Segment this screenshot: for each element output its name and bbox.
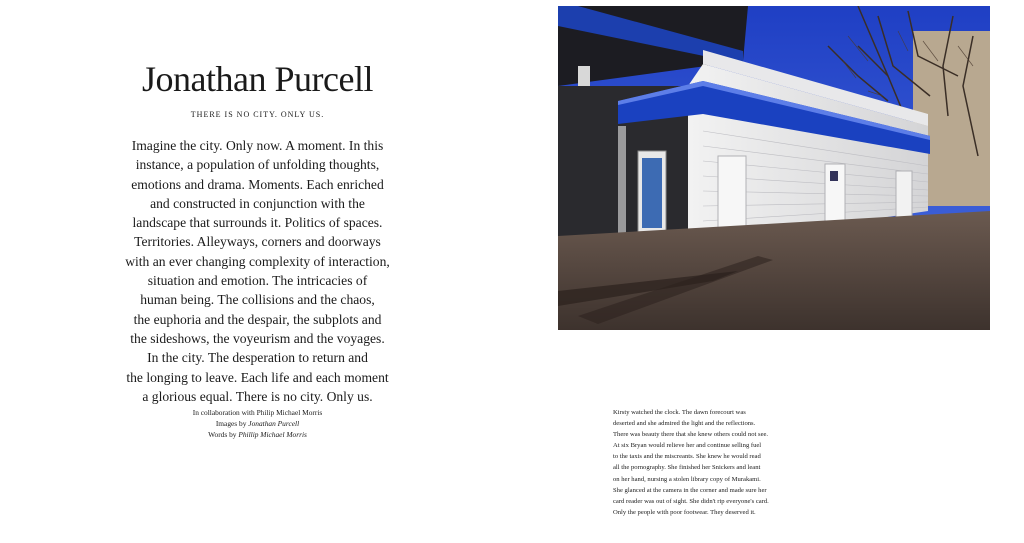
intro-line: human being. The collisions and the chaos, — [140, 292, 375, 308]
intro-line: In the city. The desperation to return and — [147, 350, 368, 366]
intro-line: landscape that surrounds it. Politics of spaces. — [132, 215, 383, 231]
intro-line: instance, a population of unfolding thoughts, — [135, 157, 380, 173]
intro-line: emotions and drama. Moments. Each enriched — [131, 176, 384, 192]
images-credit — [90, 418, 425, 429]
story-line: At six Bryan would relieve her and continue selling fuel — [613, 442, 762, 450]
intro-line: with an ever changing complexity of interaction, — [125, 253, 390, 269]
credits — [90, 407, 425, 440]
story-line: to the taxis and the miscreants. She knew he would read — [613, 453, 761, 461]
intro-text — [90, 136, 425, 406]
story-line: She glanced at the camera in the corner and made sure her — [613, 486, 767, 494]
intro-line: Territories. Alleyways, corners and doorways — [134, 234, 381, 250]
story-line: There was beauty there that she knew others could not see. — [613, 431, 769, 439]
intro-line: and constructed in conjunction with the — [150, 195, 365, 211]
intro-line: the euphoria and the despair, the subplots and — [133, 311, 382, 327]
story-line: card reader was out of sight. She didn't rip everyone's card. — [613, 497, 769, 505]
collaboration-credit: In collaboration with Philip Michael Morris — [192, 408, 323, 417]
story-line: Kirsty watched the clock. The dawn forecourt was — [613, 409, 746, 416]
intro-line: situation and emotion. The intricacies of — [147, 273, 368, 289]
intro-line: a glorious equal. There is no city. Only us. — [142, 388, 373, 404]
words-credit-name: Phillip Michael Morris — [238, 430, 307, 439]
words-credit-prefix: Words by — [208, 430, 237, 439]
intro-line: Imagine the city. Only now. A moment. In this — [131, 138, 384, 153]
petrol-station-photo — [558, 6, 990, 330]
intro-line: the sideshows, the voyeurism and the voyages. — [130, 330, 385, 346]
story-line: on her hand, nursing a stolen library copy of Murakami. — [613, 475, 761, 483]
images-credit-name: Jonathan Purcell — [248, 419, 300, 428]
words-credit — [90, 429, 425, 440]
images-credit-prefix: Images by — [215, 419, 247, 428]
page-subtitle: THERE IS NO CITY. ONLY US. — [190, 110, 325, 119]
intro-line: the longing to leave. Each life and each moment — [126, 369, 389, 385]
story-line: deserted and she admired the light and the reflections. — [613, 420, 756, 428]
story-text — [613, 407, 813, 518]
story-line: Only the people with poor footwear. They deserved it. — [613, 508, 756, 516]
story-line: all the pornography. She finished her Snickers and leant — [613, 464, 761, 472]
page-title: Jonathan Purcell — [142, 59, 373, 99]
